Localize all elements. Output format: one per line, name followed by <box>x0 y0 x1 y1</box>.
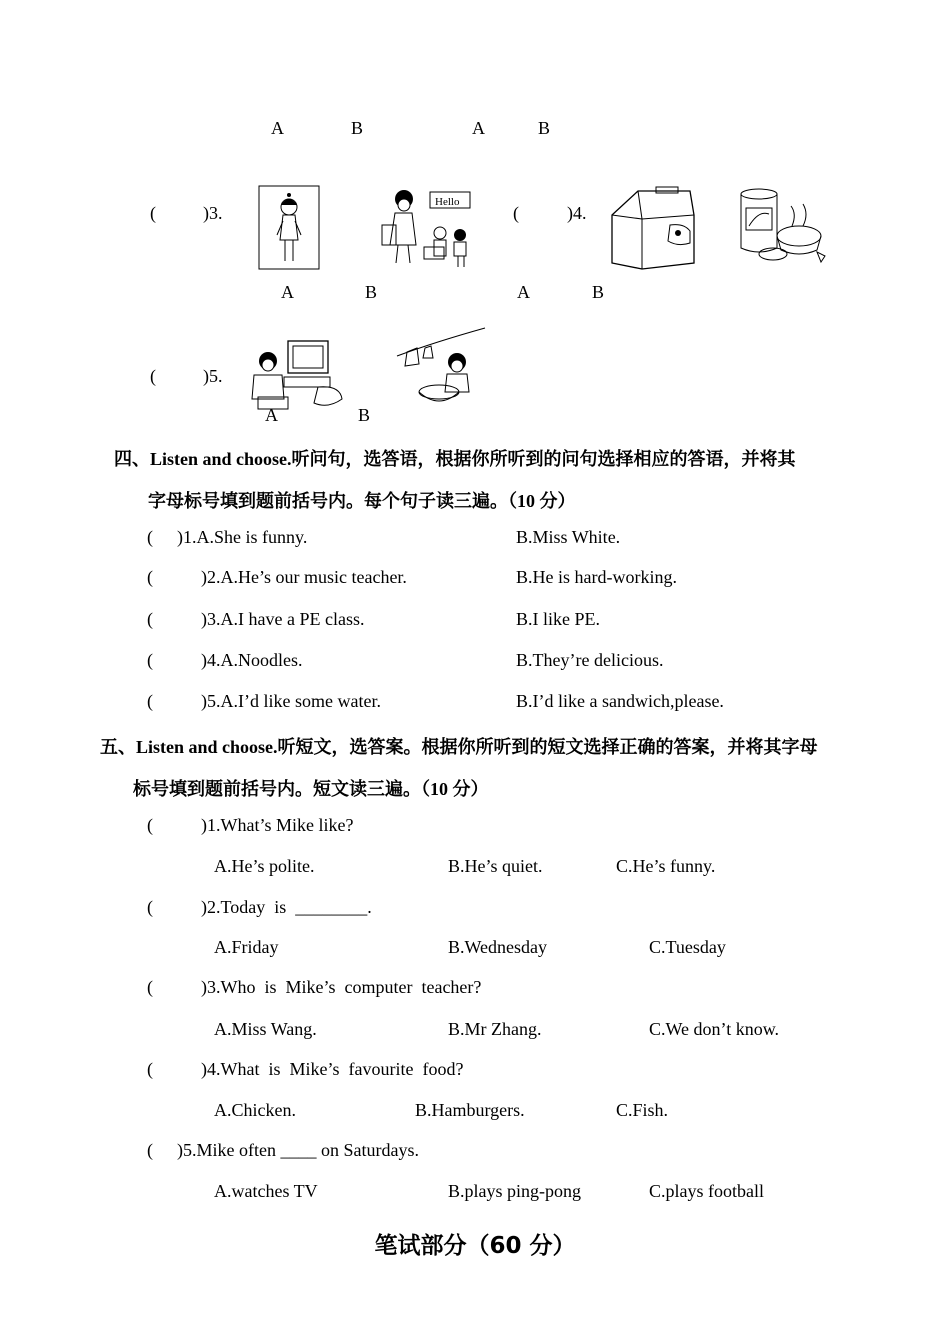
question-text-start: )5.Mike often <box>177 1140 281 1160</box>
question-text <box>201 897 372 918</box>
answer-paren: ( <box>147 527 153 547</box>
question-option-a: )3.A.I have a PE class. <box>201 609 365 629</box>
answer-paren: ( <box>147 1140 153 1160</box>
question-number: )4. <box>567 203 587 223</box>
answer-paren: ( <box>147 977 153 997</box>
label-a: A <box>281 282 294 302</box>
girl-picture <box>258 185 322 271</box>
option-c: C.We don’t know. <box>649 1019 780 1039</box>
option-a: A.Chicken. <box>214 1100 296 1120</box>
question-option-b: B.They’re delicious. <box>516 650 664 670</box>
option-c: C.Tuesday <box>649 937 726 957</box>
question-option-a: )2.A.He’s our music teacher. <box>201 567 407 587</box>
computer-picture <box>248 337 348 411</box>
question-option-a: )1.A.She is funny. <box>177 527 308 547</box>
question-text: )3.Who is Mike’s computer teacher? <box>201 977 482 997</box>
answer-paren: ( <box>513 203 519 223</box>
question-option-b: B.He is hard-working. <box>516 567 677 587</box>
classroom-picture <box>380 185 480 269</box>
section4-title-line1: 四、Listen and choose.听问句，选答语，根据你所听到的问句选择相应的答语，并将其 <box>114 449 796 469</box>
question-text: )1.What’s Mike like? <box>201 815 354 835</box>
answer-paren: ( <box>147 691 153 711</box>
fill-blank: ____ <box>280 1140 317 1160</box>
question-number: )3. <box>203 203 223 223</box>
option-a: A.Miss Wang. <box>214 1019 317 1039</box>
milk-carton-picture <box>608 185 698 271</box>
answer-paren: ( <box>147 650 153 670</box>
option-b: B.Mr Zhang. <box>448 1019 542 1039</box>
question-option-a: )4.A.Noodles. <box>201 650 303 670</box>
label-b: B <box>365 282 378 302</box>
option-b: B.Wednesday <box>448 937 548 957</box>
question-text-end: . <box>367 897 372 917</box>
question-text: )4.What is Mike’s favourite food? <box>201 1059 464 1079</box>
question-option-b: B.I’d like a sandwich,please. <box>516 691 724 711</box>
label-a: A <box>517 282 530 302</box>
section5-title-line2: 标号填到题前括号内。短文读三遍。（10 分） <box>133 779 489 799</box>
answer-paren: ( <box>147 609 153 629</box>
option-b: B.He’s quiet. <box>448 856 543 876</box>
label-a: A <box>265 405 278 425</box>
label-b: B <box>538 118 551 138</box>
written-part-heading: 笔试部分（60 分） <box>374 1233 576 1259</box>
question-option-b: B.Miss White. <box>516 527 621 547</box>
answer-paren: ( <box>150 366 156 386</box>
option-c: C.Fish. <box>616 1100 669 1120</box>
option-c: C.He’s funny. <box>616 856 716 876</box>
question-text-start: )2.Today is <box>201 897 296 917</box>
answer-paren: ( <box>147 897 153 917</box>
option-a: A.watches TV <box>214 1181 318 1201</box>
answer-paren: ( <box>147 1059 153 1079</box>
fill-blank: ________ <box>295 897 368 917</box>
answer-paren: ( <box>150 203 156 223</box>
option-a: A.He’s polite. <box>214 856 315 876</box>
picture-hello-text: Hello <box>435 196 460 208</box>
option-c: C.plays football <box>649 1181 764 1201</box>
label-a: A <box>472 118 485 138</box>
question-number: )5. <box>203 366 223 386</box>
question-text-end: on Saturdays. <box>316 1140 419 1160</box>
label-b: B <box>592 282 605 302</box>
section4-title-line2: 字母标号填到题前括号内。每个句子读三遍。（10 分） <box>148 491 576 511</box>
label-b: B <box>358 405 371 425</box>
option-b: B.plays ping-pong <box>448 1181 581 1201</box>
option-a: A.Friday <box>214 937 279 957</box>
question-option-b: B.I like PE. <box>516 609 600 629</box>
washing-clothes-picture <box>395 326 487 408</box>
label-b: B <box>351 118 364 138</box>
option-b: B.Hamburgers. <box>415 1100 525 1120</box>
answer-paren: ( <box>147 567 153 587</box>
tea-can-picture <box>737 186 827 270</box>
label-a: A <box>271 118 284 138</box>
question-option-a: )5.A.I’d like some water. <box>201 691 381 711</box>
answer-paren: ( <box>147 815 153 835</box>
question-text <box>177 1140 419 1161</box>
section5-title-line1: 五、Listen and choose.听短文，选答案。根据你所听到的短文选择正确的答案，并将其字母 <box>100 737 818 757</box>
